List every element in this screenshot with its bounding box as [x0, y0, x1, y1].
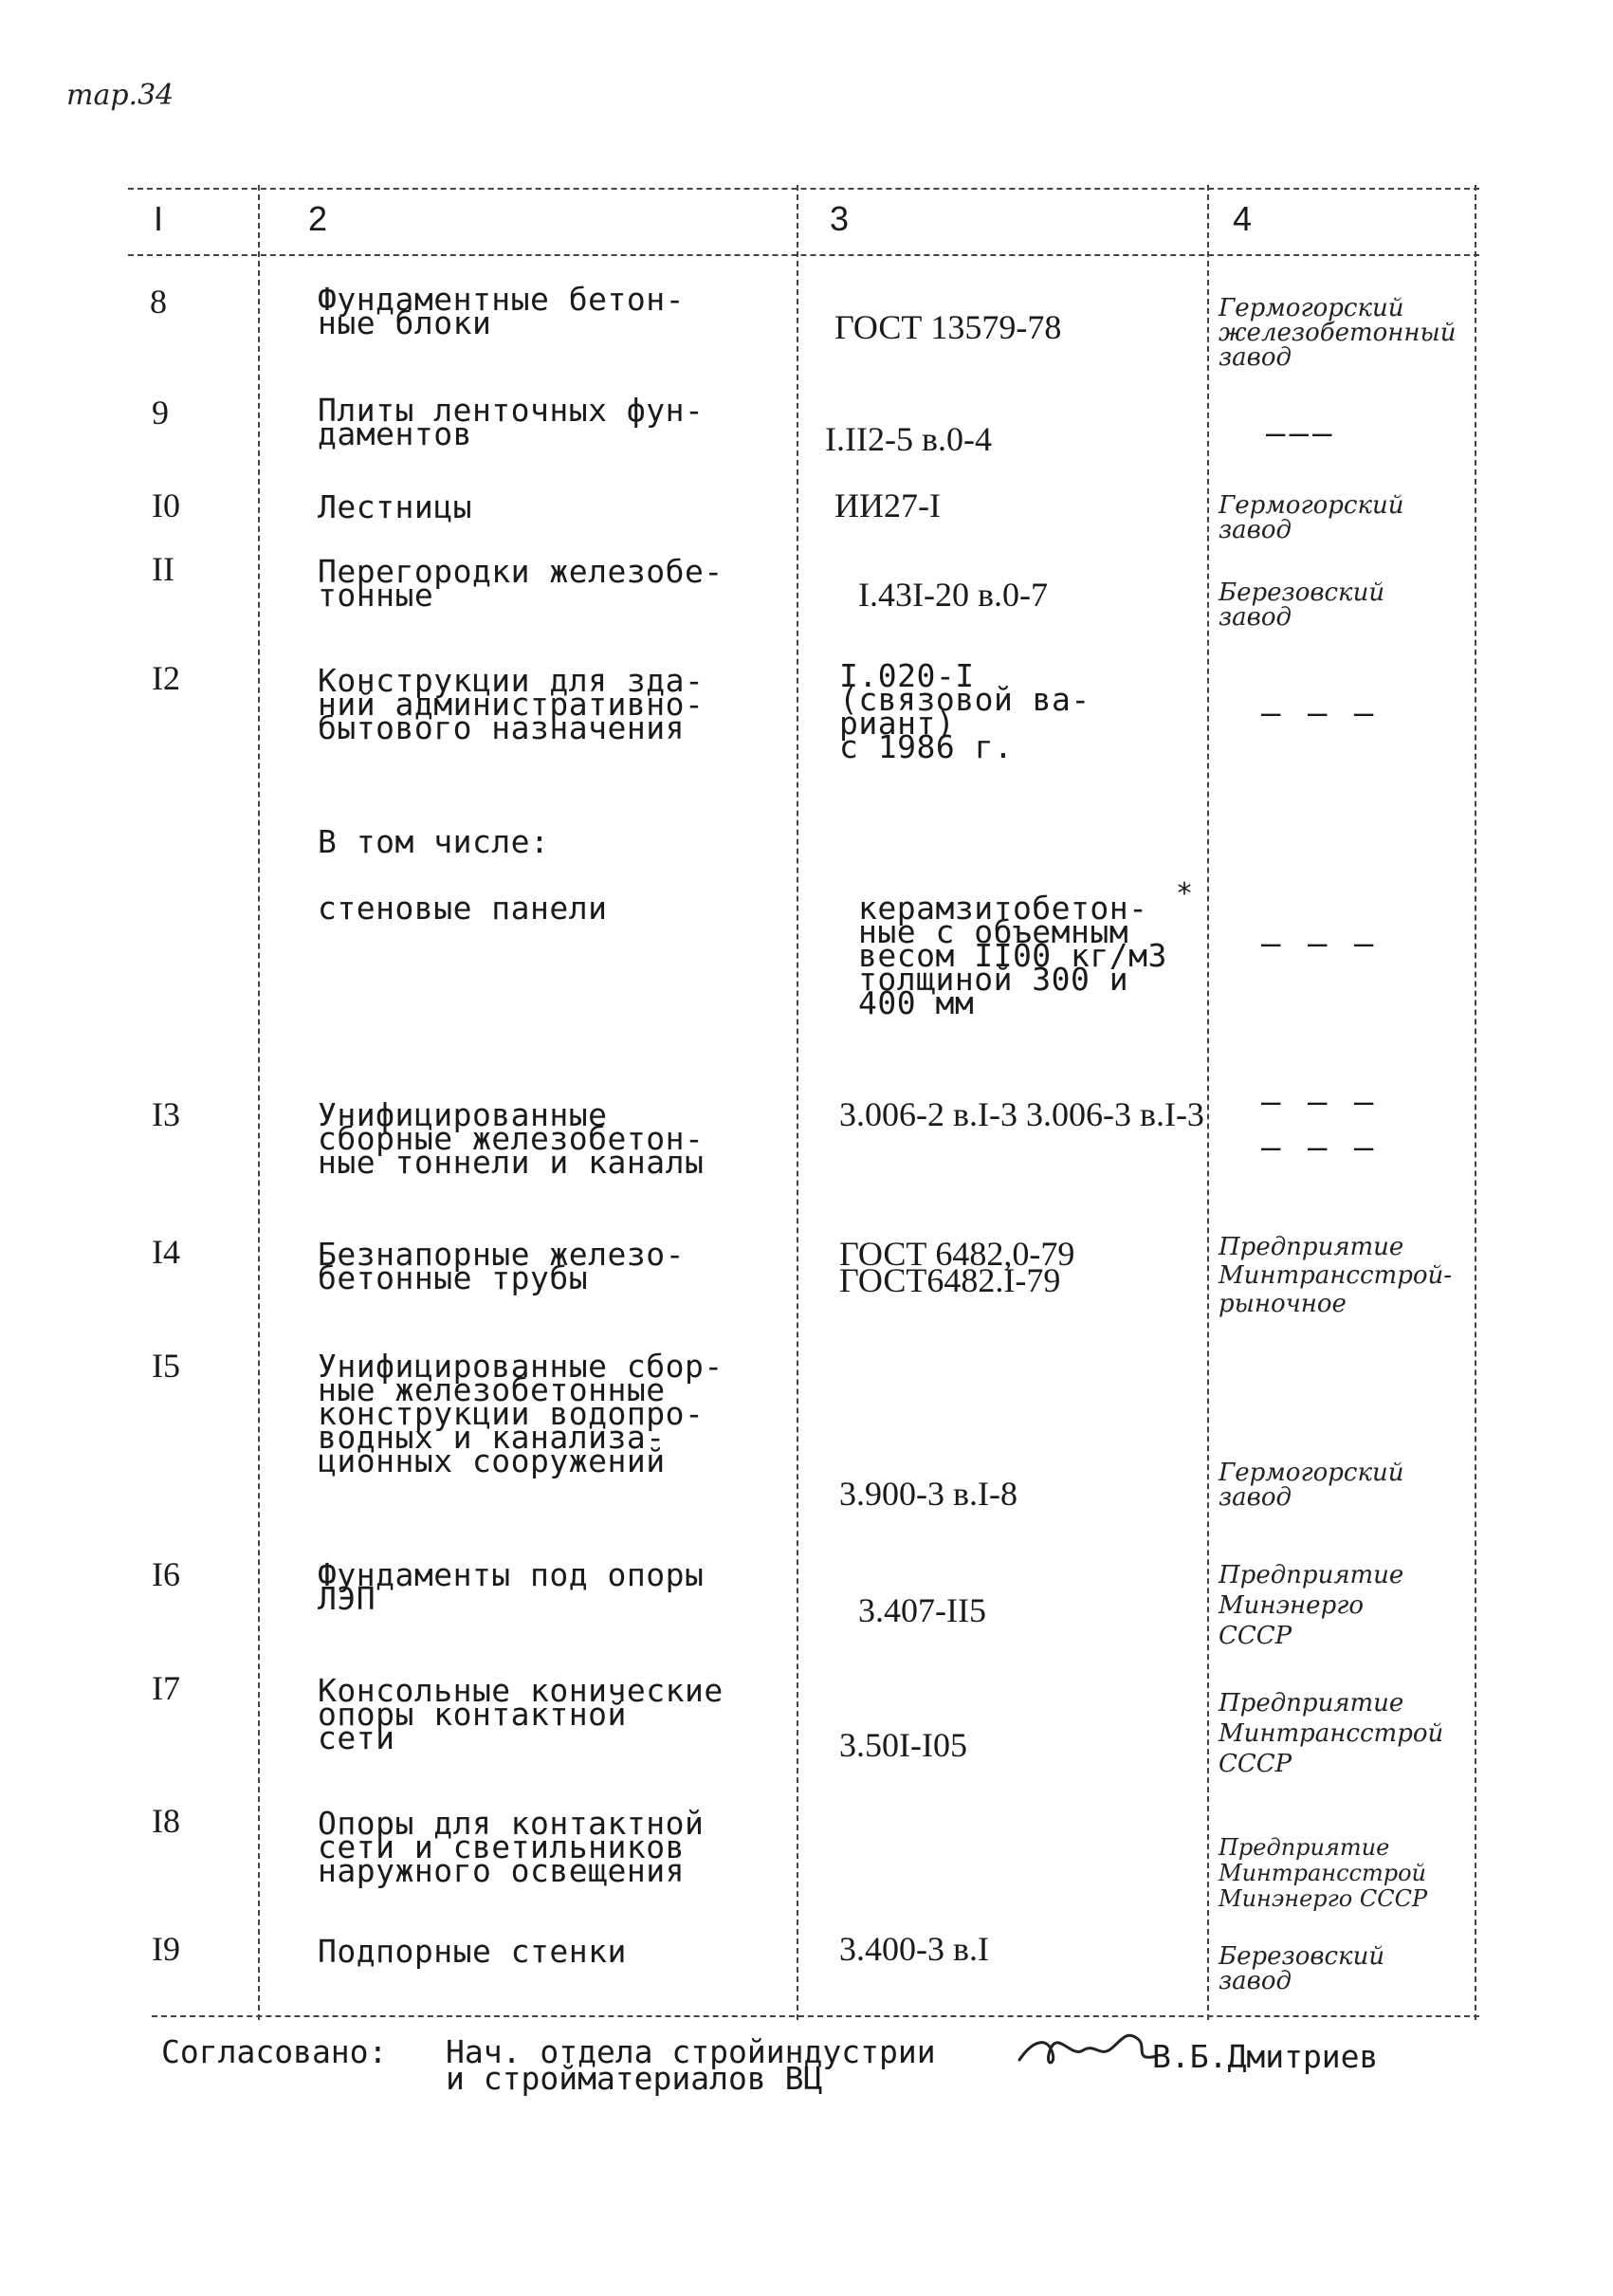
- approval-label: Согласовано:: [161, 2033, 388, 2070]
- product-name: Унифицированные сборные железобетон- ные тоннели и каналы: [318, 1096, 705, 1181]
- product-name: Подпорные стенки: [318, 1933, 627, 1970]
- table-bottom-rule: [152, 2015, 1479, 2017]
- standard-doc: керамзитобетон- ные с объемным весом II00 кг/м3 толщиной 300 и 400 мм: [858, 890, 1167, 1021]
- standard-doc: 3.50I-I05: [839, 1726, 967, 1764]
- header-rule: [128, 254, 1479, 256]
- row-number: II: [152, 550, 174, 588]
- producer-handwritten: Гермогорский железобетонный завод: [1219, 294, 1457, 372]
- producer-dash: ———: [1266, 414, 1336, 452]
- producer-dash: — — —: [1261, 925, 1378, 963]
- standard-doc: ГОСТ 13579-78: [834, 308, 1062, 346]
- column-divider-1: [258, 185, 260, 2020]
- producer-dash: — — — — — —: [1261, 1083, 1378, 1166]
- standard-doc: 3.900-3 в.I-8: [839, 1475, 1017, 1513]
- row-number: I5: [152, 1347, 180, 1385]
- column-header-1: I: [154, 199, 164, 238]
- standard-doc: 3.006-2 в.I-3 3.006-3 в.I-3: [839, 1095, 1204, 1133]
- approver-position: Нач. отдела стройиндустрии и стройматериалов ВЦ: [446, 2033, 936, 2097]
- producer-handwritten: Предприятие Минэнерго СССР: [1219, 1561, 1404, 1650]
- row-number: I4: [152, 1233, 180, 1271]
- subsection-label: В том числе:: [318, 823, 550, 860]
- standard-doc: I.II2-5 в.0-4: [825, 420, 992, 458]
- standard-doc: I.020-I (связовой ва- риант) с 1986 г.: [839, 657, 1091, 765]
- row-number: I7: [152, 1669, 180, 1707]
- standard-doc: I.43I-20 в.0-7: [858, 576, 1048, 614]
- producer-handwritten: Предприятие Минтрансстрой Минэнерго СССР: [1219, 1834, 1428, 1912]
- standard-doc: ИИ27-I: [834, 487, 941, 524]
- product-name: Консольные конические опоры контактной сети: [318, 1672, 724, 1756]
- product-name: Унифицированные сбор- ные железобетонные конструкции водопро- водных и канализа- ционных сооружений: [318, 1348, 724, 1479]
- row-number: I9: [152, 1930, 180, 1968]
- product-name: стеновые панели: [318, 890, 608, 927]
- producer-handwritten: Гермогорский завод: [1219, 491, 1404, 544]
- producer-handwritten: Предприятие Минтрансстрой СССР: [1219, 1689, 1444, 1778]
- asterisk-mark: *: [1176, 877, 1194, 910]
- producer-handwritten: Гермогорский завод: [1219, 1459, 1404, 1512]
- row-number: I6: [152, 1555, 180, 1593]
- column-header-2: 2: [308, 199, 328, 238]
- product-name: Фундаменты под опоры ЛЭП: [318, 1556, 705, 1617]
- row-number: I2: [152, 659, 180, 697]
- product-name: Фундаментные бетон- ные блоки: [318, 281, 685, 341]
- product-name: Перегородки железобе- тонные: [318, 553, 724, 614]
- column-divider-2: [797, 185, 798, 2020]
- table-top-rule: [128, 188, 1479, 190]
- producer-handwritten: Предприятие Минтрансстрой- рыночное: [1219, 1233, 1453, 1318]
- row-number: I8: [152, 1802, 180, 1840]
- row-number: 8: [150, 283, 167, 321]
- product-name: Плиты ленточных фун- даментов: [318, 392, 705, 452]
- column-header-4: 4: [1233, 199, 1253, 238]
- approver-name: В.Б.Дмитриев: [1152, 2038, 1379, 2075]
- column-header-3: 3: [830, 199, 850, 238]
- column-divider-3: [1207, 185, 1209, 2020]
- product-name: Опоры для контактной сети и светильников наружного освещения: [318, 1805, 705, 1889]
- row-number: I3: [152, 1095, 180, 1133]
- standard-doc: ГОСТ 6482,0-79 ГОСТ6482.I-79: [839, 1235, 1075, 1299]
- row-number: 9: [152, 394, 169, 432]
- row-number: I0: [152, 487, 180, 524]
- producer-handwritten: Березовский завод: [1219, 579, 1385, 632]
- producer-dash: — — —: [1261, 694, 1378, 732]
- page-marker: тар.34: [66, 79, 174, 112]
- standard-doc: 3.407-II5: [858, 1591, 986, 1629]
- product-name: Лестницы: [318, 488, 472, 525]
- right-edge: [1475, 185, 1476, 2020]
- product-name: Конструкции для зда- ний административно- бытового назначения: [318, 662, 705, 746]
- standard-doc: 3.400-3 в.I: [839, 1930, 989, 1968]
- product-name: Безнапорные железо- бетонные трубы: [318, 1236, 685, 1296]
- producer-handwritten: Березовский завод: [1219, 1942, 1385, 1995]
